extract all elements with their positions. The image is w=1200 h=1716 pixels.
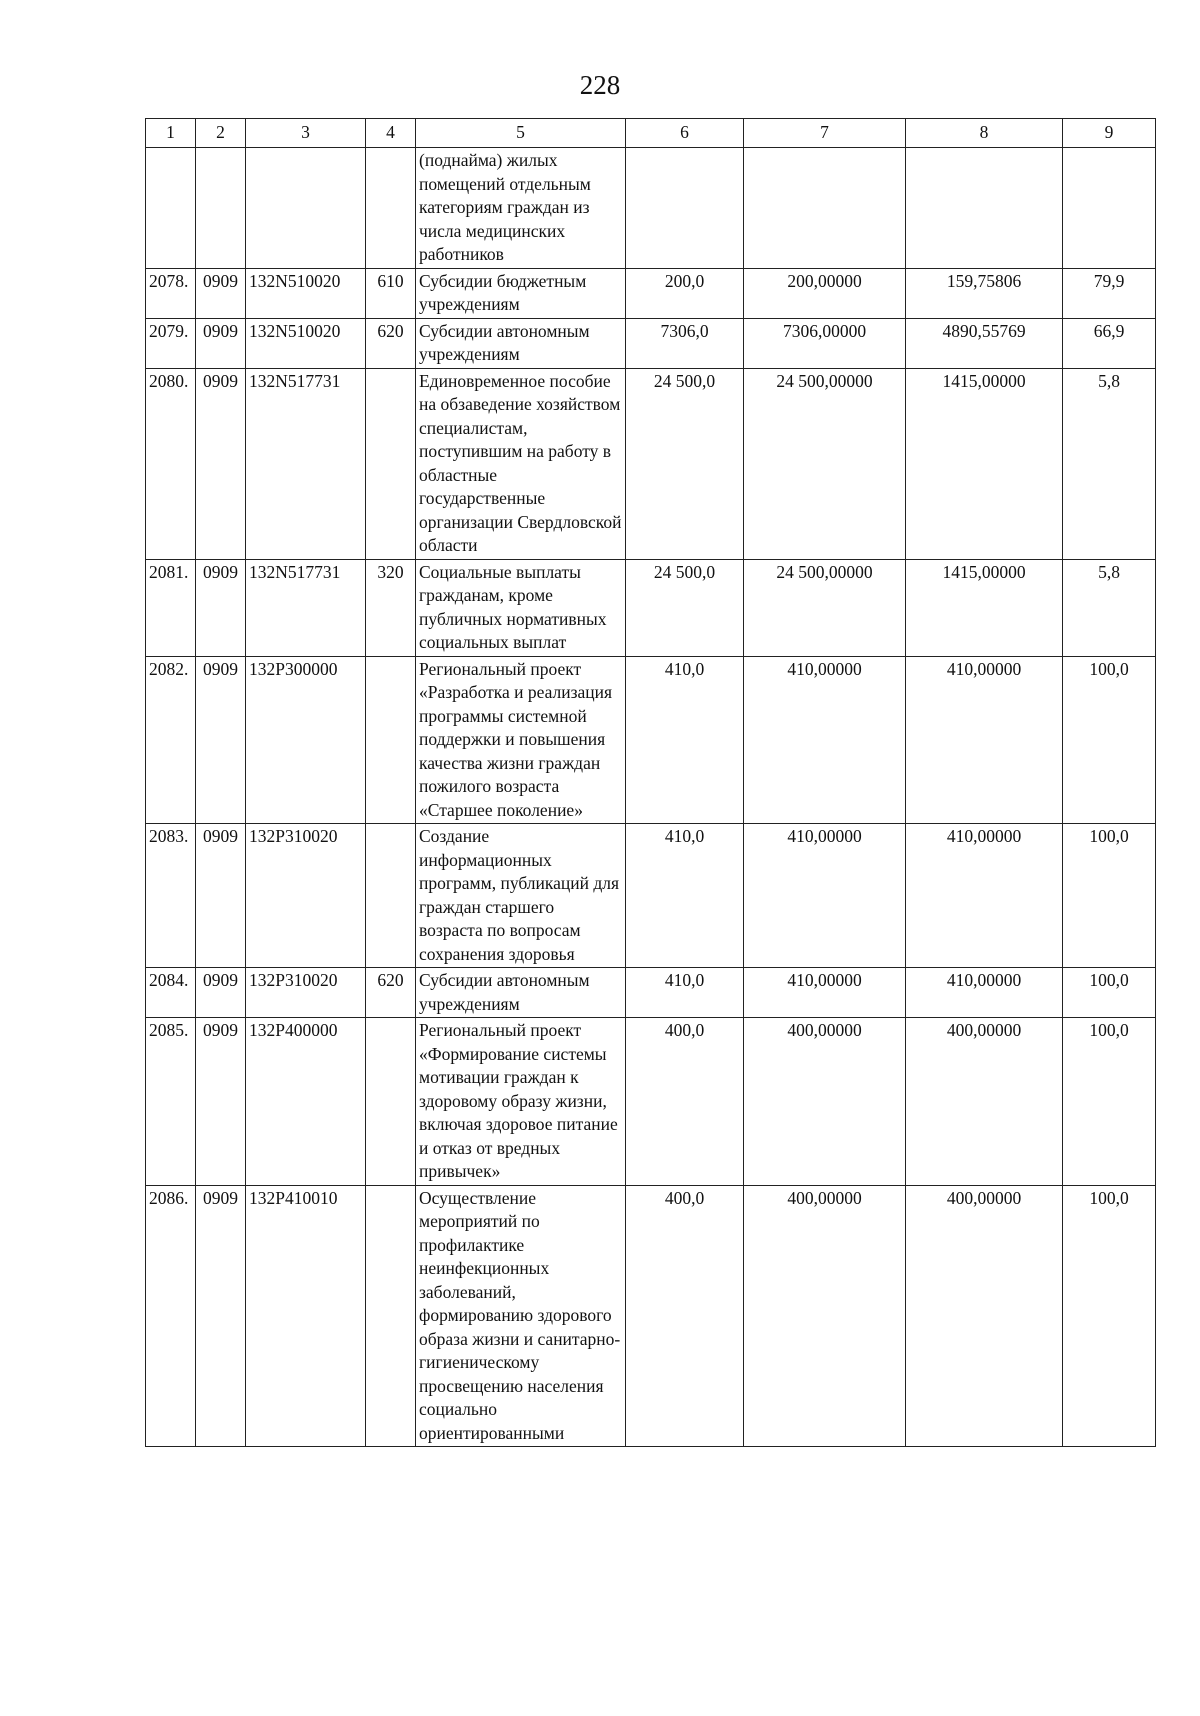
value-col-7: 7306,00000 xyxy=(744,318,906,368)
expense-type-code: 320 xyxy=(366,559,416,656)
column-header: 3 xyxy=(246,119,366,148)
section-code xyxy=(196,148,246,269)
value-col-8: 4890,55769 xyxy=(906,318,1063,368)
table-row xyxy=(146,968,1156,1018)
section-code: 0909 xyxy=(196,368,246,559)
value-col-8: 1415,00000 xyxy=(906,559,1063,656)
value-col-7: 400,00000 xyxy=(744,1185,906,1447)
value-col-8: 159,75806 xyxy=(906,268,1063,318)
description-cell: Осуществление мероприятий по профилактике неинфекционных заболеваний, формированию здорового образа жизни и санитарно-гигиеническому просвещению населения социально ориентированными xyxy=(416,1185,626,1447)
target-code: 132P310020 xyxy=(246,824,366,968)
section-code: 0909 xyxy=(196,318,246,368)
value-col-7: 400,00000 xyxy=(744,1018,906,1186)
value-col-6: 410,0 xyxy=(626,824,744,968)
row-number xyxy=(146,148,196,269)
target-code: 132N510020 xyxy=(246,268,366,318)
column-header: 5 xyxy=(416,119,626,148)
table-row xyxy=(146,368,1156,559)
expense-type-code xyxy=(366,1018,416,1186)
column-header: 6 xyxy=(626,119,744,148)
expense-type-code xyxy=(366,148,416,269)
column-header: 2 xyxy=(196,119,246,148)
section-code: 0909 xyxy=(196,824,246,968)
expense-type-code xyxy=(366,1185,416,1447)
column-number-header-row xyxy=(146,119,1156,148)
row-number: 2083. xyxy=(146,824,196,968)
column-header: 7 xyxy=(744,119,906,148)
value-col-6: 410,0 xyxy=(626,656,744,824)
value-col-7: 410,00000 xyxy=(744,824,906,968)
value-col-9: 5,8 xyxy=(1063,559,1156,656)
page-number: 228 xyxy=(579,70,621,100)
row-number: 2085. xyxy=(146,1018,196,1186)
row-number: 2084. xyxy=(146,968,196,1018)
expense-type-code: 620 xyxy=(366,968,416,1018)
value-col-9: 100,0 xyxy=(1063,824,1156,968)
value-col-7: 200,00000 xyxy=(744,268,906,318)
value-col-9: 100,0 xyxy=(1063,1018,1156,1186)
value-col-7: 24 500,00000 xyxy=(744,368,906,559)
table-row xyxy=(146,268,1156,318)
table-row xyxy=(146,656,1156,824)
value-col-7: 24 500,00000 xyxy=(744,559,906,656)
description-cell: Социальные выплаты гражданам, кроме публичных нормативных социальных выплат xyxy=(416,559,626,656)
row-number: 2079. xyxy=(146,318,196,368)
expense-type-code: 620 xyxy=(366,318,416,368)
table-row xyxy=(146,1018,1156,1186)
column-header: 8 xyxy=(906,119,1063,148)
value-col-6: 7306,0 xyxy=(626,318,744,368)
target-code: 132P300000 xyxy=(246,656,366,824)
value-col-9: 100,0 xyxy=(1063,656,1156,824)
expense-type-code xyxy=(366,824,416,968)
table-row xyxy=(146,148,1156,269)
description-cell: Региональный проект «Формирование системы мотивации граждан к здоровому образу жизни, включая здоровое питание и отказ от вредных привычек» xyxy=(416,1018,626,1186)
value-col-8: 410,00000 xyxy=(906,656,1063,824)
column-header: 4 xyxy=(366,119,416,148)
description-cell: (поднайма) жилых помещений отдельным категориям граждан из числа медицинских работников xyxy=(416,148,626,269)
row-number: 2086. xyxy=(146,1185,196,1447)
value-col-7: 410,00000 xyxy=(744,656,906,824)
value-col-6: 410,0 xyxy=(626,968,744,1018)
section-code: 0909 xyxy=(196,559,246,656)
section-code: 0909 xyxy=(196,968,246,1018)
value-col-7 xyxy=(744,148,906,269)
value-col-8: 400,00000 xyxy=(906,1018,1063,1186)
value-col-8: 1415,00000 xyxy=(906,368,1063,559)
column-header: 1 xyxy=(146,119,196,148)
description-cell: Субсидии автономным учреждениям xyxy=(416,968,626,1018)
row-number: 2081. xyxy=(146,559,196,656)
target-code: 132P400000 xyxy=(246,1018,366,1186)
column-header: 9 xyxy=(1063,119,1156,148)
row-number: 2082. xyxy=(146,656,196,824)
value-col-8: 410,00000 xyxy=(906,824,1063,968)
description-cell: Единовременное пособие на обзаведение хозяйством специалистам, поступившим на работу в областные государственные организации Свердловской области xyxy=(416,368,626,559)
target-code: 132P410010 xyxy=(246,1185,366,1447)
value-col-6: 200,0 xyxy=(626,268,744,318)
expense-type-code: 610 xyxy=(366,268,416,318)
table-row xyxy=(146,824,1156,968)
value-col-8: 410,00000 xyxy=(906,968,1063,1018)
expense-type-code xyxy=(366,656,416,824)
value-col-9: 5,8 xyxy=(1063,368,1156,559)
value-col-6 xyxy=(626,148,744,269)
value-col-9: 66,9 xyxy=(1063,318,1156,368)
description-cell: Региональный проект «Разработка и реализация программы системной поддержки и повышения качества жизни граждан пожилого возраста «Старшее поколение» xyxy=(416,656,626,824)
section-code: 0909 xyxy=(196,1018,246,1186)
expense-type-code xyxy=(366,368,416,559)
section-code: 0909 xyxy=(196,1185,246,1447)
value-col-7: 410,00000 xyxy=(744,968,906,1018)
description-cell: Субсидии автономным учреждениям xyxy=(416,318,626,368)
section-code: 0909 xyxy=(196,268,246,318)
description-cell: Создание информационных программ, публикаций для граждан старшего возраста по вопросам сохранения здоровья xyxy=(416,824,626,968)
target-code xyxy=(246,148,366,269)
target-code: 132N517731 xyxy=(246,368,366,559)
target-code: 132N517731 xyxy=(246,559,366,656)
row-number: 2078. xyxy=(146,268,196,318)
row-number: 2080. xyxy=(146,368,196,559)
value-col-6: 24 500,0 xyxy=(626,368,744,559)
value-col-8: 400,00000 xyxy=(906,1185,1063,1447)
value-col-9: 100,0 xyxy=(1063,968,1156,1018)
value-col-6: 400,0 xyxy=(626,1018,744,1186)
table-row xyxy=(146,559,1156,656)
target-code: 132P310020 xyxy=(246,968,366,1018)
value-col-6: 24 500,0 xyxy=(626,559,744,656)
value-col-9: 100,0 xyxy=(1063,1185,1156,1447)
budget-table xyxy=(145,118,1156,1447)
value-col-9 xyxy=(1063,148,1156,269)
value-col-8 xyxy=(906,148,1063,269)
target-code: 132N510020 xyxy=(246,318,366,368)
value-col-9: 79,9 xyxy=(1063,268,1156,318)
section-code: 0909 xyxy=(196,656,246,824)
table-row xyxy=(146,1185,1156,1447)
table-row xyxy=(146,318,1156,368)
description-cell: Субсидии бюджетным учреждениям xyxy=(416,268,626,318)
value-col-6: 400,0 xyxy=(626,1185,744,1447)
